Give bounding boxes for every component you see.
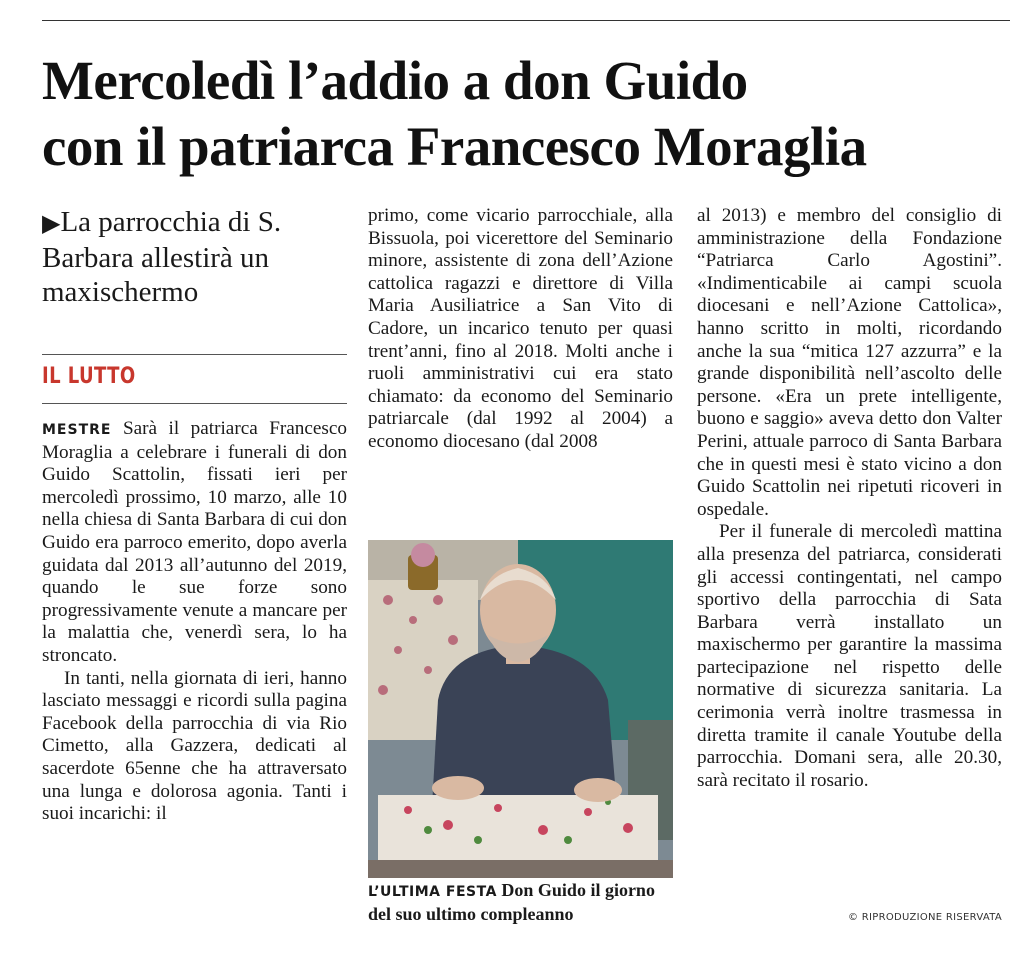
photo-caption <box>368 879 673 925</box>
dateline: MESTRE <box>42 422 112 438</box>
body-paragraph: al 2013) e membro del consiglio di amministrazione della Fondazione “Patriarca Carlo Agostini”. «Indimenticabile ai campi scuola diocesani e nell’Azione Cattolica», hanno scritto in molti, ricordando anche la sua “mitica 127 azzurra” e la grande disponibilità nell’ascolto delle persone. «Era un prete intelligente, buono e saggio» aveva detto don Valter Perini, attuale parroco di Santa Barbara che in questi mesi è stato vicino a don Guido Scattolin nei ripetuti ricoveri in ospedale. <box>697 205 1002 520</box>
article-subhead <box>42 205 347 309</box>
top-rule <box>42 20 1010 21</box>
section-label: IL LUTTO <box>42 364 136 389</box>
caption-label: L’ULTIMA FESTA <box>368 884 497 900</box>
body-paragraph <box>42 418 347 668</box>
headline-line-1: Mercoledì l’addio a don Guido <box>42 50 748 111</box>
body-paragraph: In tanti, nella giornata di ieri, hanno lasciato messaggi e ricordi sulla pagina Facebook della parrocchia di via Rio Cimetto, alla Gazzera, dedicati al sacerdote 65enne che ha attraversato una lunga e dolorosa agonia. Tanti i suoi incarichi: il <box>42 667 347 825</box>
triangle-marker-icon: ▶ <box>42 211 61 237</box>
caption-text: Don Guido il giorno del suo ultimo compleanno <box>368 880 655 924</box>
body-paragraph: Per il funerale di mercoledì mattina alla presenza del patriarca, considerati gli accessi contingentati, nel campo sportivo della parrocchia di Sata Barbara verrà installato un maxischermo per garantire la massima partecipazione nel rispetto delle normative di sicurezza sanitaria. La cerimonia verrà inoltre trasmessa in diretta tramite il canale Youtube della parrocchia. Domani sera, alle 20.30, sarà recitato il rosario. <box>697 521 1002 791</box>
article-column-1 <box>42 418 347 826</box>
headline-line-2: con il patriarca Francesco Moraglia <box>42 116 867 177</box>
section-rule-bottom <box>42 403 347 404</box>
paragraph-text: Sarà il patriarca Francesco Moraglia a celebrare i funerali di don Guido Scattolin, fissati ieri per mercoledì prossimo, 10 marzo, alle 10 nella chiesa di Santa Barbara di cui don Guido era parroco emerito, dopo averla guidata dal 2013 all’autunno del 2019, quando le sue forze sono progressivamente venute a mancare per la malattia che, venerdì sera, lo ha stroncato. <box>42 418 347 666</box>
article-photo <box>368 540 673 878</box>
body-paragraph: primo, come vicario parrocchiale, alla Bissuola, poi vicerettore del Seminario minore, assistente di zona dell’Azione cattolica ragazzi e direttore di Villa Maria Ausiliatrice a San Vito di Cadore, un incarico tenuto per quasi trent’anni, fino al 2018. Molti anche i ruoli amministrativi cui era stato chiamato: da economo del Seminario patriarcale (dal 1992 al 2004) a economo diocesano (dal 2008 <box>368 205 673 452</box>
section-rule-top <box>42 354 347 355</box>
copyright-notice: © RIPRODUZIONE RISERVATA <box>847 912 1002 923</box>
article-column-2 <box>368 205 673 454</box>
article-column-3 <box>697 205 1002 792</box>
subhead-text: La parrocchia di S. Barbara allestirà un maxischermo <box>42 206 282 308</box>
article-headline <box>42 48 1017 180</box>
photo-illustration <box>368 540 673 878</box>
